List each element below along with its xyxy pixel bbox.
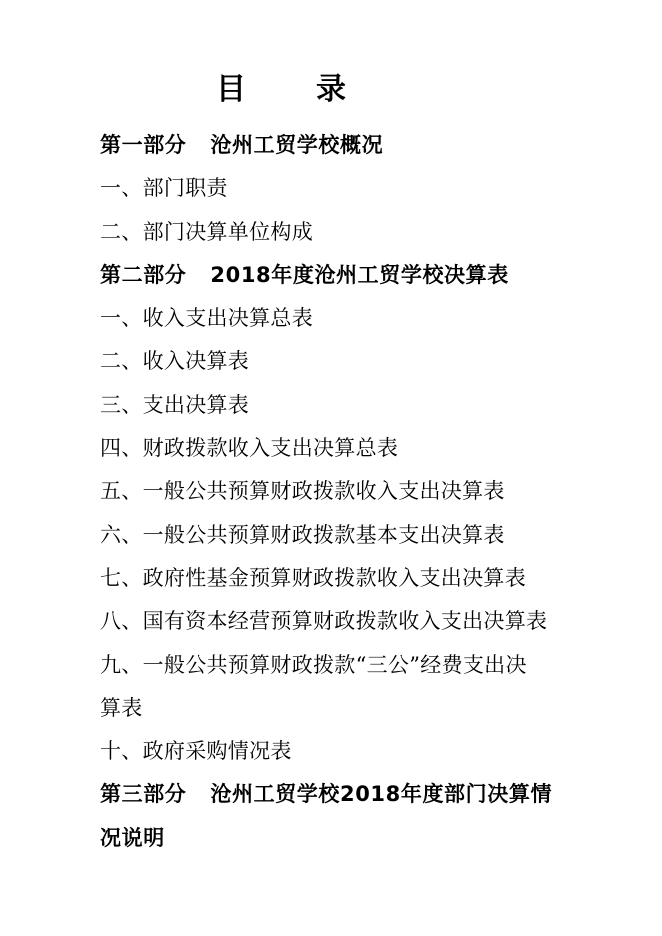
toc-part-3 xyxy=(100,773,570,816)
toc-item: 二、收入决算表 xyxy=(100,349,250,374)
toc-item: 五、一般公共预算财政拨款收入支出决算表 xyxy=(100,479,505,504)
toc-item: 六、一般公共预算财政拨款基本支出决算表 xyxy=(100,522,505,547)
toc-item: 四、财政拨款收入支出决算总表 xyxy=(100,436,399,461)
toc-item: 十、政府采购情况表 xyxy=(100,739,292,764)
toc-item: 一、部门职责 xyxy=(100,176,228,201)
table-of-contents xyxy=(100,124,570,860)
toc-item: 三、支出决算表 xyxy=(100,392,250,417)
toc-part-3-label: 第三部分 xyxy=(100,782,187,807)
toc-part-1-label: 第一部分 xyxy=(100,133,187,157)
toc-part-3-name: 沧州工贸学校2018年度部门决算情 xyxy=(210,782,553,807)
toc-part-3-continuation: 况说明 xyxy=(100,825,165,850)
toc-part-1-name: 沧州工贸学校概况 xyxy=(210,133,384,157)
toc-item: 八、国有资本经营预算财政拨款收入支出决算表 xyxy=(100,609,548,634)
toc-part-1 xyxy=(100,124,570,167)
toc-part-2-label: 第二部分 xyxy=(100,262,187,287)
toc-item: 二、部门决算单位构成 xyxy=(100,219,313,244)
toc-item: 九、一般公共预算财政拨款“三公”经费支出决 xyxy=(100,652,527,677)
title-char-2: 录 xyxy=(316,72,346,107)
toc-part-2-name: 2018年度沧州工贸学校决算表 xyxy=(210,262,509,287)
title-char-1: 目 xyxy=(216,72,246,107)
toc-item: 一、收入支出决算总表 xyxy=(100,306,313,331)
toc-item-continuation: 算表 xyxy=(100,695,143,720)
toc-part-2 xyxy=(100,254,570,297)
toc-item: 七、政府性基金预算财政拨款收入支出决算表 xyxy=(100,565,526,590)
